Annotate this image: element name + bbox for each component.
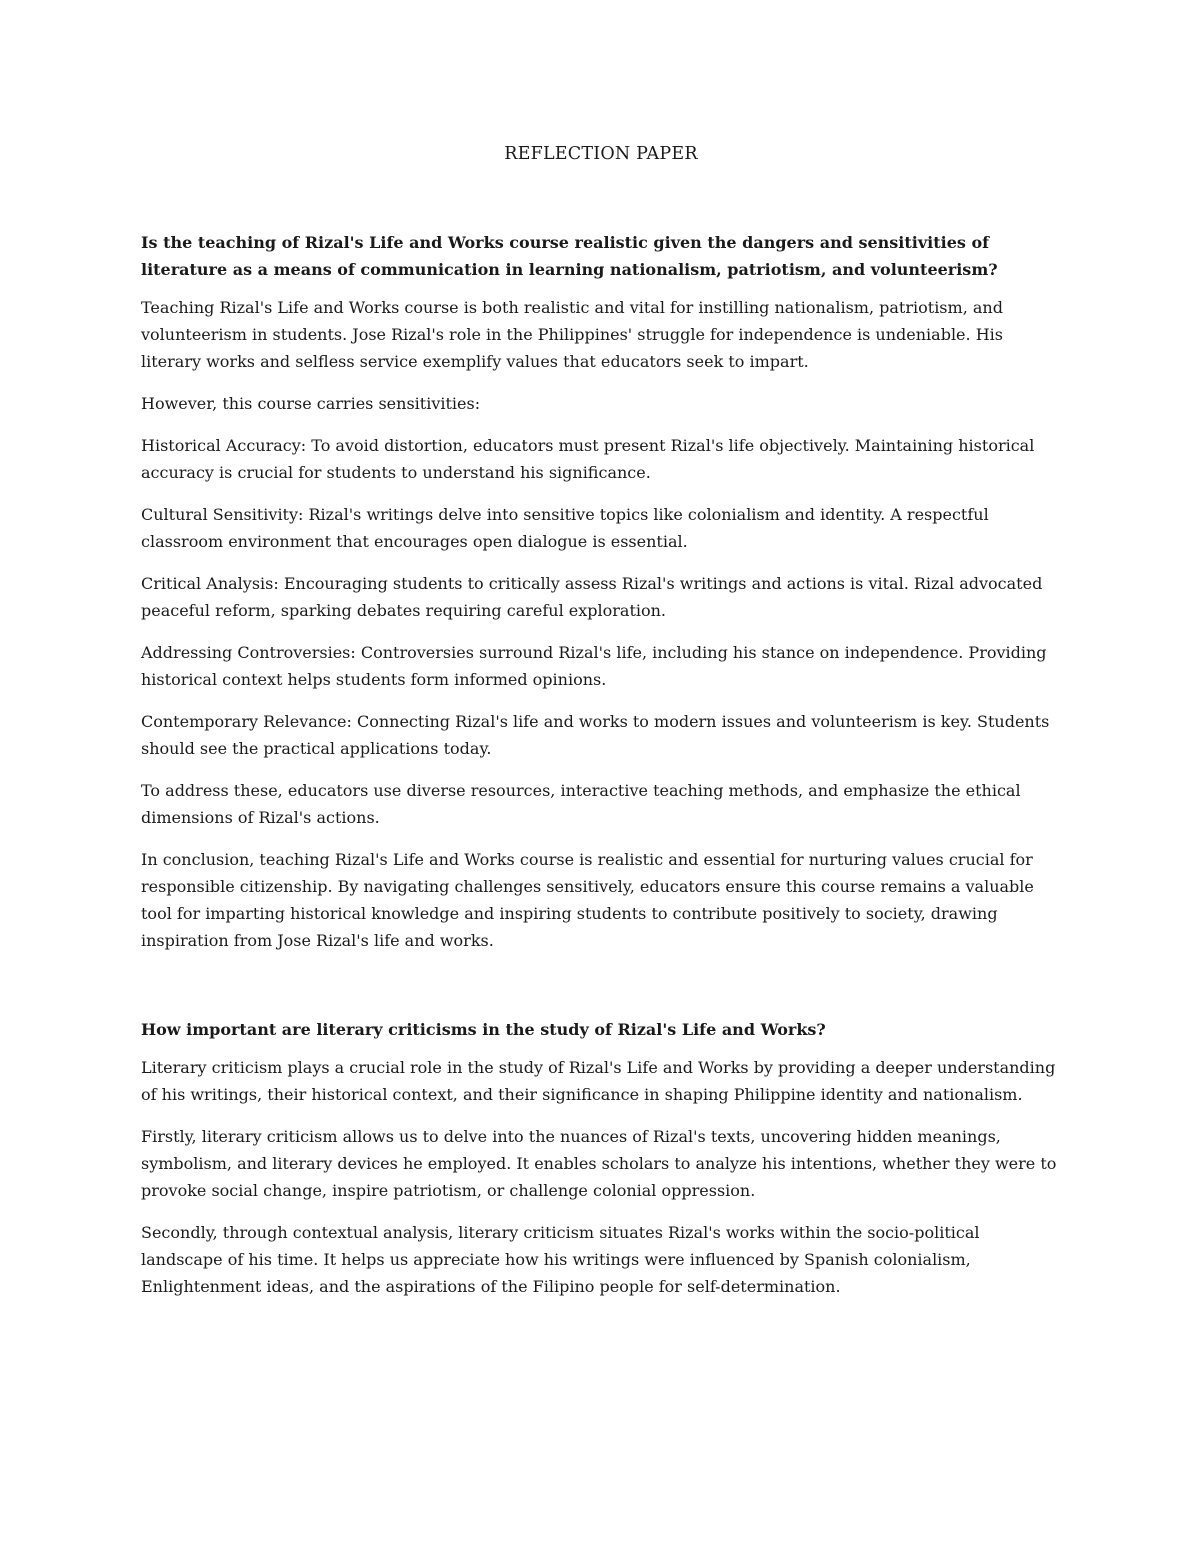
section-literary-criticism xyxy=(141,1016,1061,1315)
paragraph-firstly: Firstly, literary criticism allows us to delve into the nuances of Rizal's texts, uncovering hidden meanings, symbolism, and literary devices he employed. It enables scholars to analyze his intentions, whether they were to provoke social change, inspire patriotism, or challenge colonial oppression. xyxy=(141,1127,1057,1200)
paragraph-sensitivities: However, this course carries sensitivities: xyxy=(141,394,481,413)
paragraph-addressing-controversies: Addressing Controversies: Controversies surround Rizal's life, including his stance on independence. Providing historical context helps students form informed opinions. xyxy=(141,643,1047,689)
paragraph-conclusion: In conclusion, teaching Rizal's Life and Works course is realistic and essential for nurturing values crucial for responsible citizenship. By navigating challenges sensitively, educators ensure this course remains a valuable tool for imparting historical knowledge and inspiring students to contribute positively to society, drawing inspiration from Jose Rizal's life and works. xyxy=(141,850,1034,950)
paragraph-contemporary-relevance: Contemporary Relevance: Connecting Rizal's life and works to modern issues and volunteerism is key. Students should see the practical applications today. xyxy=(141,712,1050,758)
paragraph-historical-accuracy: Historical Accuracy: To avoid distortion, educators must present Rizal's life objectively. Maintaining historical accuracy is crucial for students to understand his significance. xyxy=(141,436,1035,482)
page-title: REFLECTION PAPER xyxy=(504,144,698,164)
section-question: Is the teaching of Rizal's Life and Works course realistic given the dangers and sensitivities of literature as a means of communication in learning nationalism, patriotism, and volunteerism? xyxy=(141,233,998,279)
paragraph-address-these: To address these, educators use diverse resources, interactive teaching methods, and emphasize the ethical dimensions of Rizal's actions. xyxy=(141,781,1021,827)
paragraph-critical-analysis: Critical Analysis: Encouraging students to critically assess Rizal's writings and actions is vital. Rizal advocated peaceful reform, sparking debates requiring careful exploration. xyxy=(141,574,1043,620)
section-rizal-course-realistic xyxy=(141,229,1061,969)
paragraph-intro: Teaching Rizal's Life and Works course is both realistic and vital for instilling nationalism, patriotism, and volunteerism in students. Jose Rizal's role in the Philippines' struggle for independence is undeniable. His literary works and selfless service exemplify values that educators seek to impart. xyxy=(141,298,1003,371)
paragraph-secondly: Secondly, through contextual analysis, literary criticism situates Rizal's works within the socio-political landscape of his time. It helps us appreciate how his writings were influenced by Spanish colonialism, Enlightenment ideas, and the aspirations of the Filipino people for self-determination. xyxy=(141,1223,980,1296)
paragraph-cultural-sensitivity: Cultural Sensitivity: Rizal's writings delve into sensitive topics like colonialism and identity. A respectful classroom environment that encourages open dialogue is essential. xyxy=(141,505,989,551)
paragraph-literary-criticism-role: Literary criticism plays a crucial role in the study of Rizal's Life and Works by providing a deeper understanding of his writings, their historical context, and their significance in shaping Philippine identity and nationalism. xyxy=(141,1058,1056,1104)
section-question: How important are literary criticisms in the study of Rizal's Life and Works? xyxy=(141,1020,826,1039)
